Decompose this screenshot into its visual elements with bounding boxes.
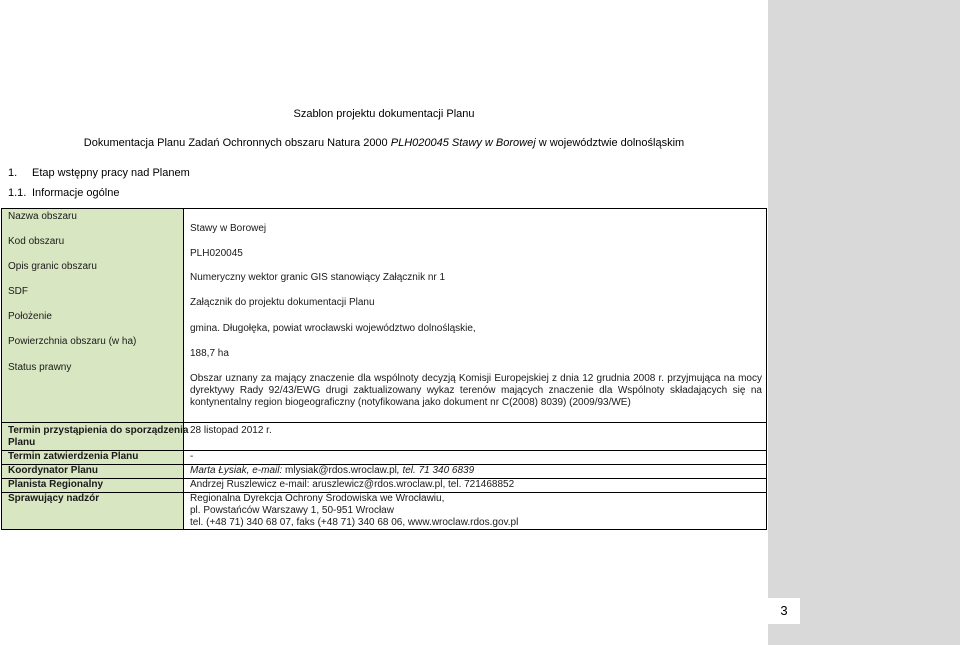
section-number: 1.: [8, 167, 18, 179]
plan-info-table: [1, 422, 767, 530]
value-supervisor-line1: Regionalna Dyrekcja Ochrony Środowiska we Wrocławiu,: [190, 493, 445, 504]
label-supervisor: Sprawujący nadzór: [8, 493, 100, 504]
label-approval-date: Termin zatwierdzenia Planu: [8, 451, 139, 462]
value-location: gmina. Długołęka, powiat wrocławski województwo dolnośląskie,: [190, 323, 476, 334]
document-title: Szablon projektu dokumentacji Planu: [293, 108, 475, 120]
value-sdf: Załącznik do projektu dokumentacji Planu: [190, 297, 375, 308]
value-supervisor-line2: pl. Powstańców Warszawy 1, 50-951 Wrocław: [190, 505, 394, 516]
label-coordinator: Koordynator Planu: [8, 465, 99, 476]
label-legal-status: Status prawny: [8, 362, 72, 373]
subtitle-part-c: w województwie dolnośląskim: [535, 137, 685, 149]
subsection-title: Informacje ogólne: [32, 187, 120, 199]
label-area-name: Nazwa obszaru: [8, 211, 77, 222]
subtitle-part-b: PLH020045 Stawy w Borowej: [390, 137, 536, 149]
label-area-code: Kod obszaru: [8, 236, 65, 247]
value-approval-date: -: [190, 451, 194, 462]
page-margin: [768, 0, 960, 645]
value-regional-planner: Andrzej Ruszlewicz e-mail: aruszlewicz@rdos.wroclaw.pl, tel. 721468852: [190, 479, 515, 490]
section-heading-1: [8, 166, 190, 180]
coordinator-name: Marta Łysiak, e-mail:: [190, 465, 286, 476]
label-location: Położenie: [8, 311, 52, 322]
subtitle-part-a: Dokumentacja Planu Zadań Ochronnych obszaru Natura 2000: [83, 137, 391, 149]
coordinator-phone: , tel. 71 340 6839: [396, 465, 475, 476]
section-title: Etap wstępny pracy nad Planem: [32, 167, 190, 179]
value-legal-status: Obszar uznany za mający znaczenie dla wspólnoty decyzją Komisji Europejskiej z dnia 12 grudnia 2008 r. przyjmująca na mocy dyrektywy Rady 92/43/EWG drugi zaktualizowany wykaz terenów mających znaczenie dla Wspólnoty składających się na kontynentalny region biogeograficzny (notyfikowana jako dokument nr C(2008) 8039) (2009/93/WE): [190, 373, 762, 408]
label-start-date-line2: Planu: [8, 437, 36, 448]
label-area-ha: Powierzchnia obszaru (w ha): [8, 336, 137, 347]
subsection-number: 1.1.: [8, 187, 27, 199]
value-coordinator: [190, 465, 474, 477]
general-info-table: [1, 208, 767, 423]
section-heading-1-1: [8, 186, 119, 200]
label-boundaries: Opis granic obszaru: [8, 261, 97, 272]
value-start-date: 28 listopad 2012 r.: [190, 425, 272, 436]
value-area-name: Stawy w Borowej: [190, 223, 267, 234]
coordinator-email-link[interactable]: mlysiak@rdos.wroclaw.pl: [285, 465, 397, 476]
label-sdf: SDF: [8, 286, 28, 297]
value-area-code: PLH020045: [190, 248, 243, 259]
value-area-ha: 188,7 ha: [190, 348, 229, 359]
value-boundaries: Numeryczny wektor granic GIS stanowiący Załącznik nr 1: [190, 272, 446, 283]
label-start-date-line1: Termin przystąpienia do sporządzenia: [8, 425, 189, 436]
page-number: 3: [768, 598, 800, 624]
label-regional-planner: Planista Regionalny: [8, 479, 104, 490]
value-supervisor-line3: tel. (+48 71) 340 68 07, faks (+48 71) 340 68 06, www.wroclaw.rdos.gov.pl: [190, 517, 519, 528]
document-subtitle: [0, 136, 768, 150]
